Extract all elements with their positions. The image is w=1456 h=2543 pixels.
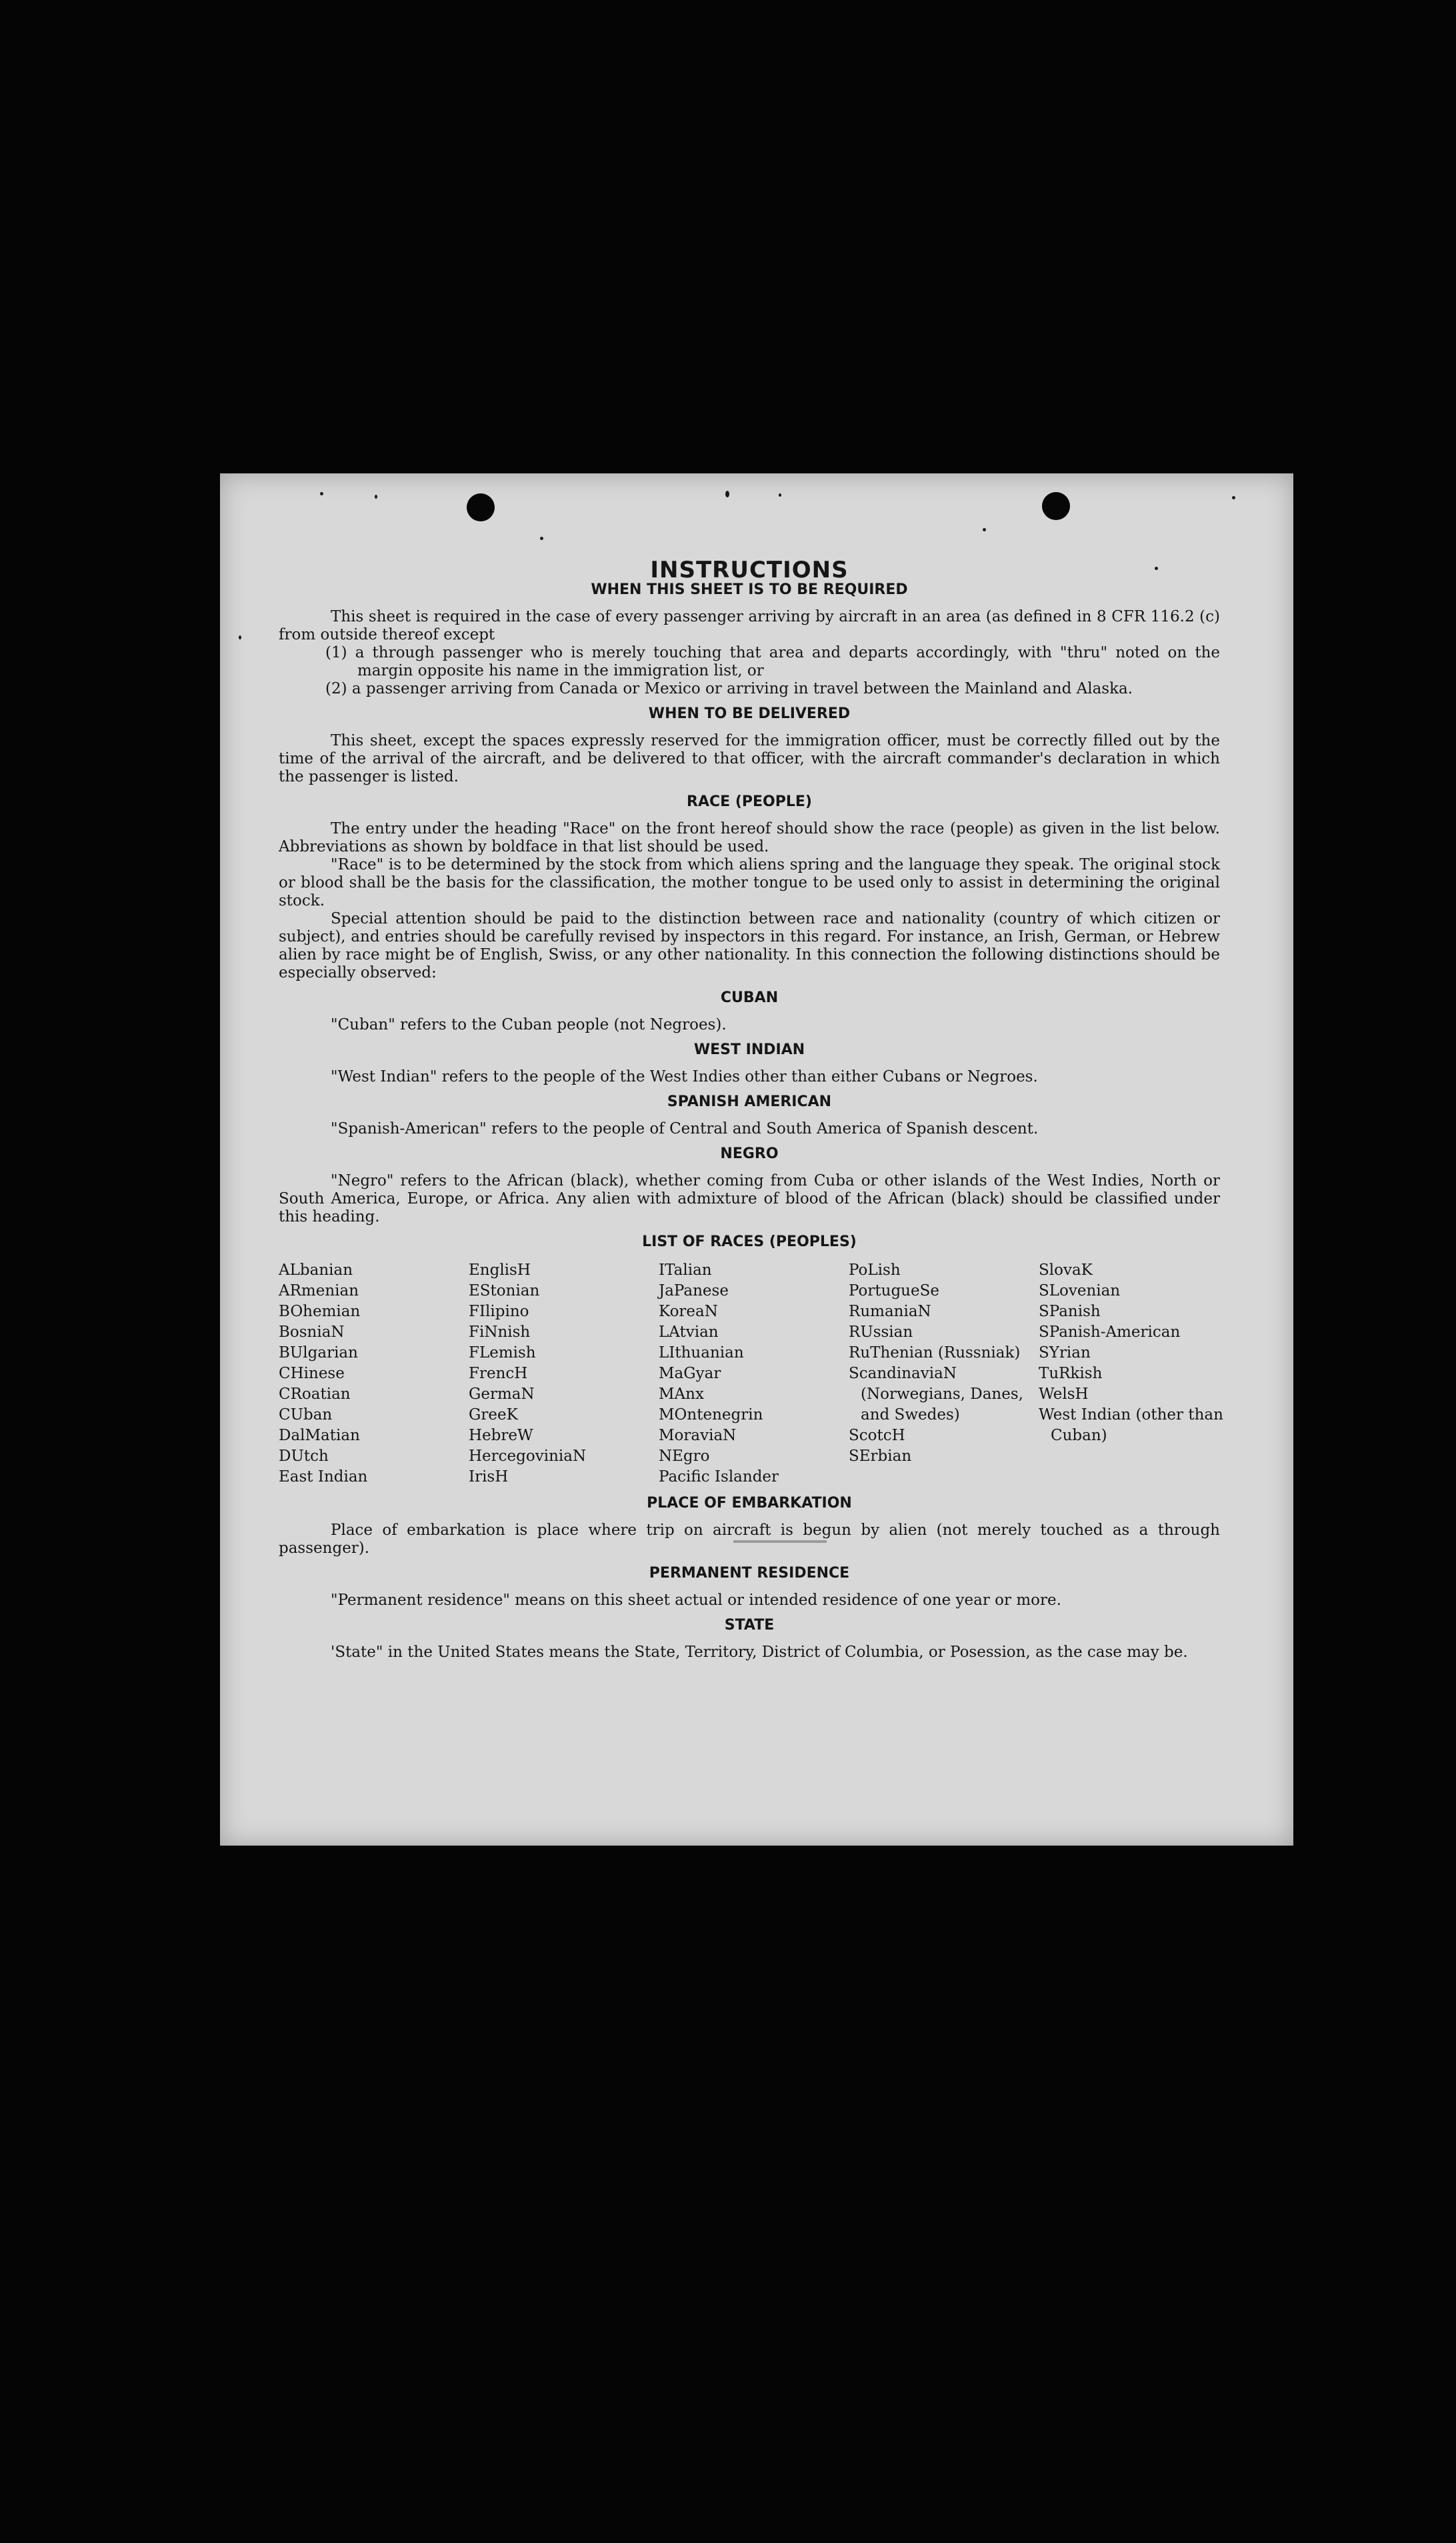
heading-permanent-residence: PERMANENT RESIDENCE [649, 1565, 850, 1582]
race-entry: SPanish [1039, 1303, 1101, 1320]
heading-west-indian: WEST INDIAN [693, 1041, 805, 1058]
heading-state: STATE [724, 1617, 775, 1634]
race-entry: East Indian [279, 1468, 368, 1486]
race-entry: HercegoviniaN [469, 1448, 587, 1465]
punch-hole-right [1042, 492, 1070, 520]
speck [779, 493, 781, 497]
residence-text: "Permanent residence" means on this sheet actual or intended residence of one year or more. [331, 1592, 1061, 1609]
speck [540, 537, 543, 540]
race-entry: MAnx [659, 1386, 704, 1403]
race-entry: IrisH [469, 1468, 509, 1486]
race-entry: EStonian [469, 1282, 540, 1300]
race-entry: RUssian [849, 1324, 913, 1341]
race-entry: HebreW [469, 1427, 533, 1444]
race-paragraph-2: "Race" is to be determined by the stock from which aliens spring and the language they speak. The original stock or blood shall be the basis for the classification, the mother tongue to be used only to assist in determining the original stock. [279, 856, 1220, 909]
race-entry: CHinese [279, 1365, 345, 1382]
race-entry: LIthuanian [659, 1344, 744, 1362]
race-column-2 [469, 1260, 659, 1488]
speck [320, 492, 323, 495]
race-entry: ITalian [659, 1261, 712, 1279]
race-entry: GermaN [469, 1386, 535, 1403]
race-entry: West Indian (other than Cuban) [1039, 1406, 1223, 1444]
race-column-3 [659, 1260, 849, 1488]
race-column-4 [849, 1260, 1039, 1488]
speck [239, 635, 241, 639]
west-indian-text: "West Indian" refers to the people of the West Indies other than either Cubans or Negroes. [331, 1068, 1038, 1085]
heading-race: RACE (PEOPLE) [687, 793, 812, 810]
heading-when-required: WHEN THIS SHEET IS TO BE REQUIRED [591, 581, 908, 598]
race-paragraph-3: Special attention should be paid to the distinction between race and nationality (country of which citizen or subject), and entries should be carefully revised by inspectors in this regard. For instance, an Irish, German, or Hebrew alien by race might be of English, Swiss, or any other nationality. In this connection the following distinctions should be especially observed: [279, 910, 1220, 981]
document-sheet [220, 473, 1293, 1846]
race-entry: MOntenegrin [659, 1406, 763, 1424]
race-entry: PortugueSe [849, 1282, 939, 1300]
race-entry: SLovenian [1039, 1282, 1121, 1300]
heading-spanish-american: SPANISH AMERICAN [667, 1093, 832, 1110]
race-entry: DUtch [279, 1448, 329, 1465]
race-entry: FrencH [469, 1365, 528, 1382]
race-entry: RuThenian (Russniak) [849, 1344, 1021, 1362]
race-entry: TuRkish [1039, 1365, 1103, 1382]
race-entry: CUban [279, 1406, 333, 1424]
race-entry: MoraviaN [659, 1427, 737, 1444]
race-entry: DalMatian [279, 1427, 360, 1444]
race-entry: BUlgarian [279, 1344, 358, 1362]
speck [375, 495, 377, 499]
race-column-5 [1039, 1260, 1229, 1488]
required-intro: This sheet is required in the case of every passenger arriving by aircraft in an area (as defined in 8 CFR 116.2 (c) from outside thereof except [279, 608, 1220, 643]
race-entry: KoreaN [659, 1303, 718, 1320]
negro-text: "Negro" refers to the African (black), whether coming from Cuba or other islands of the West Indies, North or South America, Europe, or Africa. Any alien with admixture of blood of the African (black) should be classified under this heading. [279, 1172, 1220, 1225]
race-list [279, 1260, 1223, 1488]
race-paragraph-1: The entry under the heading "Race" on the front hereof should show the race (people) as given in the list below. Abbreviations as shown by boldface in that list should be used. [279, 820, 1220, 855]
race-entry: FiNnish [469, 1324, 531, 1341]
race-entry: WelsH [1039, 1386, 1089, 1403]
delivered-text: This sheet, except the spaces expressly reserved for the immigration officer, must be correctly filled out by the time of the arrival of the aircraft, and be delivered to that officer, with the aircraft commander's declaration in which the passenger is listed. [279, 732, 1220, 785]
race-entry: GreeK [469, 1406, 518, 1424]
film-mark [733, 1540, 827, 1543]
race-entry: ScandinaviaN (Norwegians, Danes, and Swedes) [849, 1365, 1023, 1424]
required-item-2: (2) a passenger arriving from Canada or Mexico or arriving in travel between the Mainland and Alaska. [325, 680, 1133, 697]
race-entry: BosniaN [279, 1324, 345, 1341]
race-entry: ScotcH [849, 1427, 905, 1444]
race-entry: ALbanian [279, 1261, 353, 1279]
speck [1232, 496, 1235, 499]
race-entry: Pacific Islander [659, 1468, 779, 1486]
race-entry: SErbian [849, 1448, 912, 1465]
punch-hole-left [467, 493, 495, 521]
race-entry: FLemish [469, 1344, 536, 1362]
cuban-text: "Cuban" refers to the Cuban people (not Negroes). [331, 1016, 727, 1033]
speck [725, 491, 729, 497]
race-entry: LAtvian [659, 1324, 719, 1341]
race-entry: SlovaK [1039, 1261, 1093, 1279]
instructions-content [279, 557, 1223, 1662]
heading-list-of-races: LIST OF RACES (PEOPLES) [642, 1233, 857, 1250]
race-entry: JaPanese [659, 1282, 729, 1300]
race-entry: SYrian [1039, 1344, 1091, 1362]
race-entry: MaGyar [659, 1365, 721, 1382]
race-column-1 [279, 1260, 469, 1488]
heading-when-delivered: WHEN TO BE DELIVERED [648, 705, 851, 722]
heading-cuban: CUBAN [720, 989, 779, 1006]
state-text: 'State" in the United States means the State, Territory, District of Columbia, or Posession, as the case may be. [331, 1644, 1188, 1661]
race-entry: BOhemian [279, 1303, 361, 1320]
required-item-1: (1) a through passenger who is merely touching that area and departs accordingly, with "thru" noted on the margin opposite his name in the immigration list, or [325, 644, 1220, 679]
heading-negro: NEGRO [720, 1145, 779, 1162]
race-entry: EnglisH [469, 1261, 531, 1279]
race-entry: RumaniaN [849, 1303, 931, 1320]
race-entry: PoLish [849, 1261, 901, 1279]
race-entry: NEgro [659, 1448, 710, 1465]
heading-place-of-embarkation: PLACE OF EMBARKATION [647, 1495, 852, 1512]
spanish-american-text: "Spanish-American" refers to the people of Central and South America of Spanish descent. [331, 1120, 1039, 1137]
embarkation-text: Place of embarkation is place where trip on aircraft is begun by alien (not merely touched as a through passenger). [279, 1522, 1220, 1557]
race-entry: FIlipino [469, 1303, 529, 1320]
race-entry: CRoatian [279, 1386, 351, 1403]
speck [983, 528, 986, 531]
page-title: INSTRUCTIONS [650, 557, 849, 583]
race-entry: ARmenian [279, 1282, 359, 1300]
race-entry: SPanish-American [1039, 1324, 1181, 1341]
